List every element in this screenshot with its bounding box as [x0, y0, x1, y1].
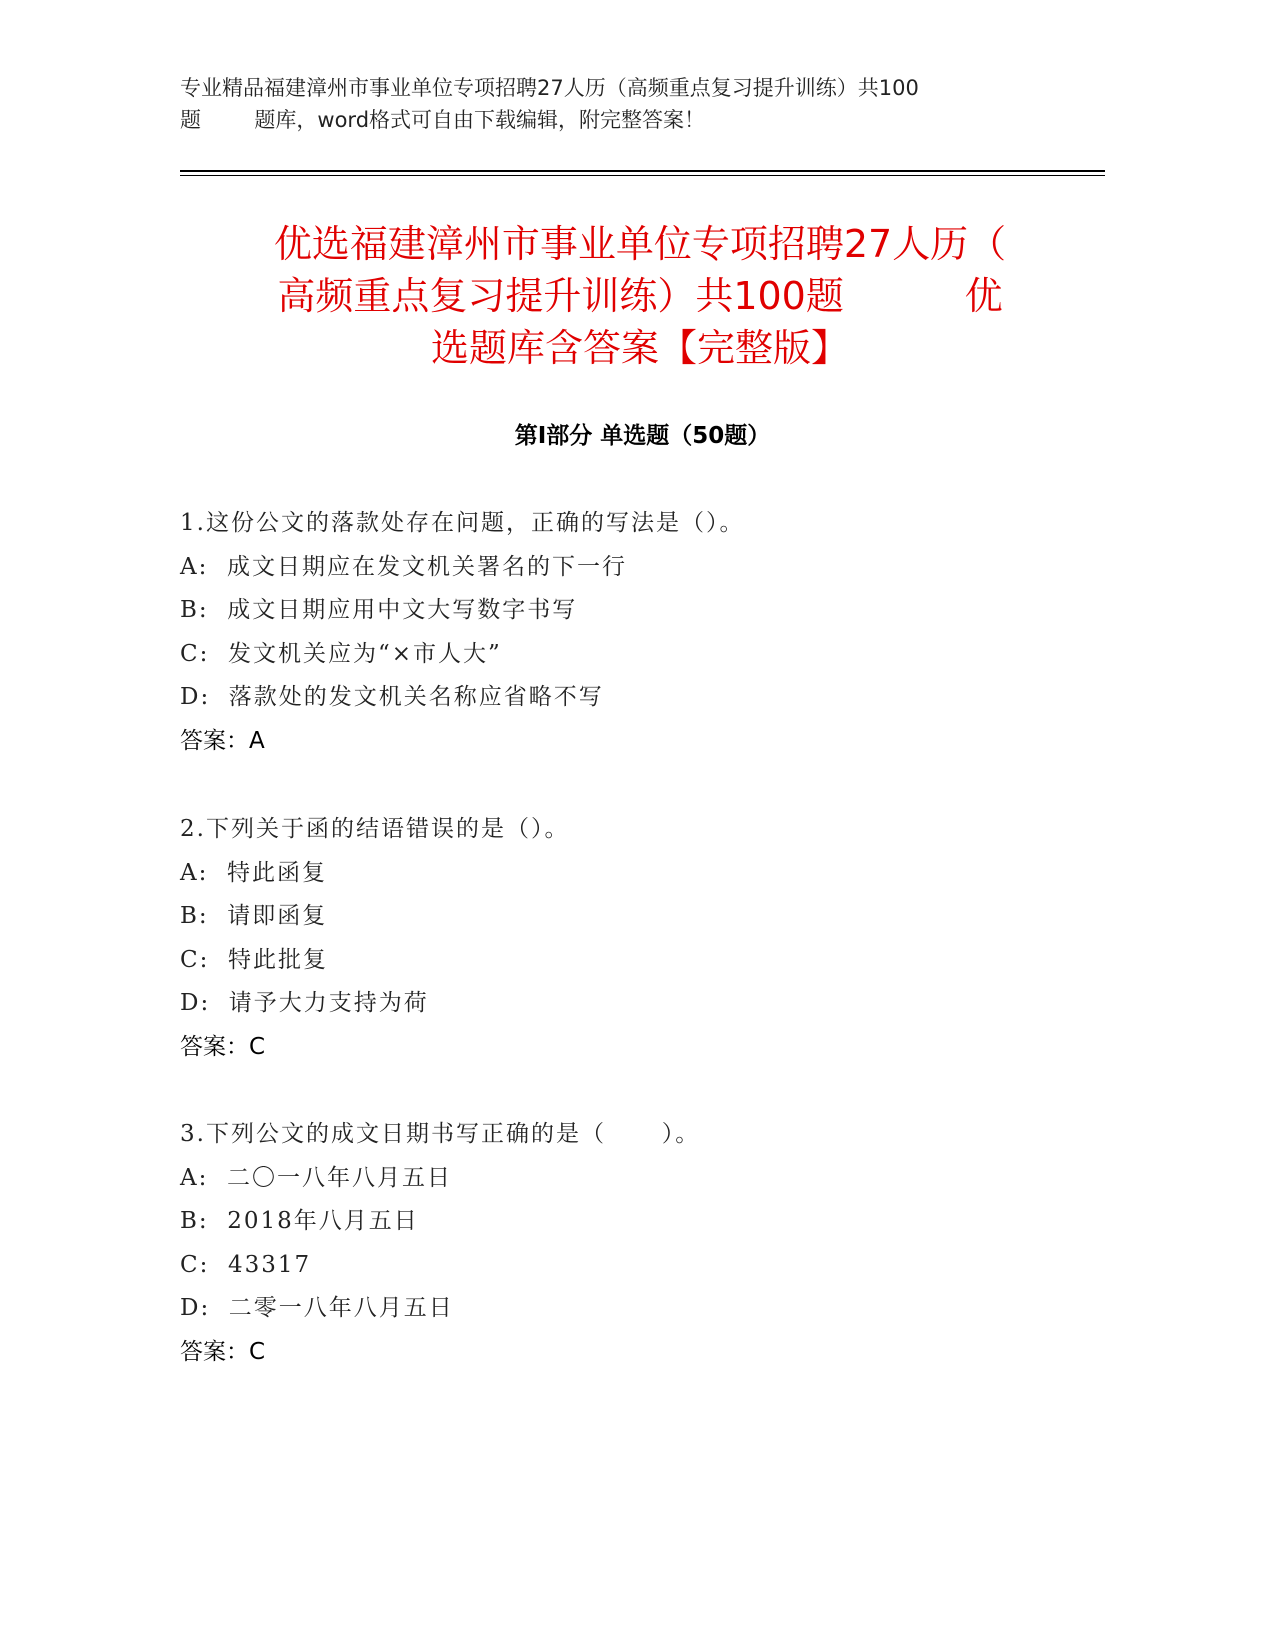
- question-stem: 3.下列公文的成文日期书写正确的是（ ）。: [180, 1121, 701, 1147]
- document-title: [175, 218, 1105, 374]
- question-1: [180, 502, 1105, 763]
- question-stem: 1.这份公文的落款处存在问题，正确的写法是（）。: [180, 510, 745, 536]
- answer: 答案：C: [180, 1033, 266, 1060]
- option-c: C: 特此批复: [180, 946, 328, 973]
- option-b: B: 成文日期应用中文大写数字书写: [180, 597, 578, 623]
- document-title-line-2: 高频重点复习提升训练）共100题 优: [277, 274, 1003, 318]
- header-divider-thin: [180, 175, 1105, 176]
- header-note-line-1: 专业精品福建漳州市事业单位专项招聘27人历（高频重点复习提升训练）共100: [180, 76, 919, 100]
- option-b: B: 2018年八月五日: [180, 1208, 419, 1234]
- question-stem: 2.下列关于函的结语错误的是（）。: [180, 816, 570, 842]
- option-b: B: 请即函复: [180, 903, 328, 929]
- option-d: D: 请予大力支持为荷: [180, 990, 429, 1016]
- option-a: A: 二〇一八年八月五日: [180, 1164, 452, 1191]
- question-2: [180, 808, 1105, 1069]
- document-title-line-1: 优选福建漳州市事业单位专项招聘27人历（: [273, 222, 1007, 266]
- option-a: A: 成文日期应在发文机关署名的下一行: [180, 553, 627, 580]
- option-c: C: 43317: [180, 1251, 312, 1278]
- answer: 答案：C: [180, 1338, 266, 1365]
- header-divider-thick: [180, 170, 1105, 172]
- option-d: D: 二零一八年八月五日: [180, 1295, 454, 1321]
- header-note-line-2: 题 题库，word格式可自由下载编辑，附完整答案！: [180, 108, 706, 132]
- header-note: [180, 72, 1090, 136]
- option-a: A: 特此函复: [180, 859, 327, 886]
- section-title: 第Ⅰ部分 单选题（50题）: [514, 423, 771, 449]
- document-title-line-3: 选题库含答案【完整版】: [430, 326, 849, 370]
- option-d: D: 落款处的发文机关名称应省略不写: [180, 684, 604, 710]
- answer: 答案：A: [180, 727, 265, 754]
- question-3: [180, 1113, 1105, 1374]
- option-c: C: 发文机关应为“×市人大”: [180, 640, 502, 667]
